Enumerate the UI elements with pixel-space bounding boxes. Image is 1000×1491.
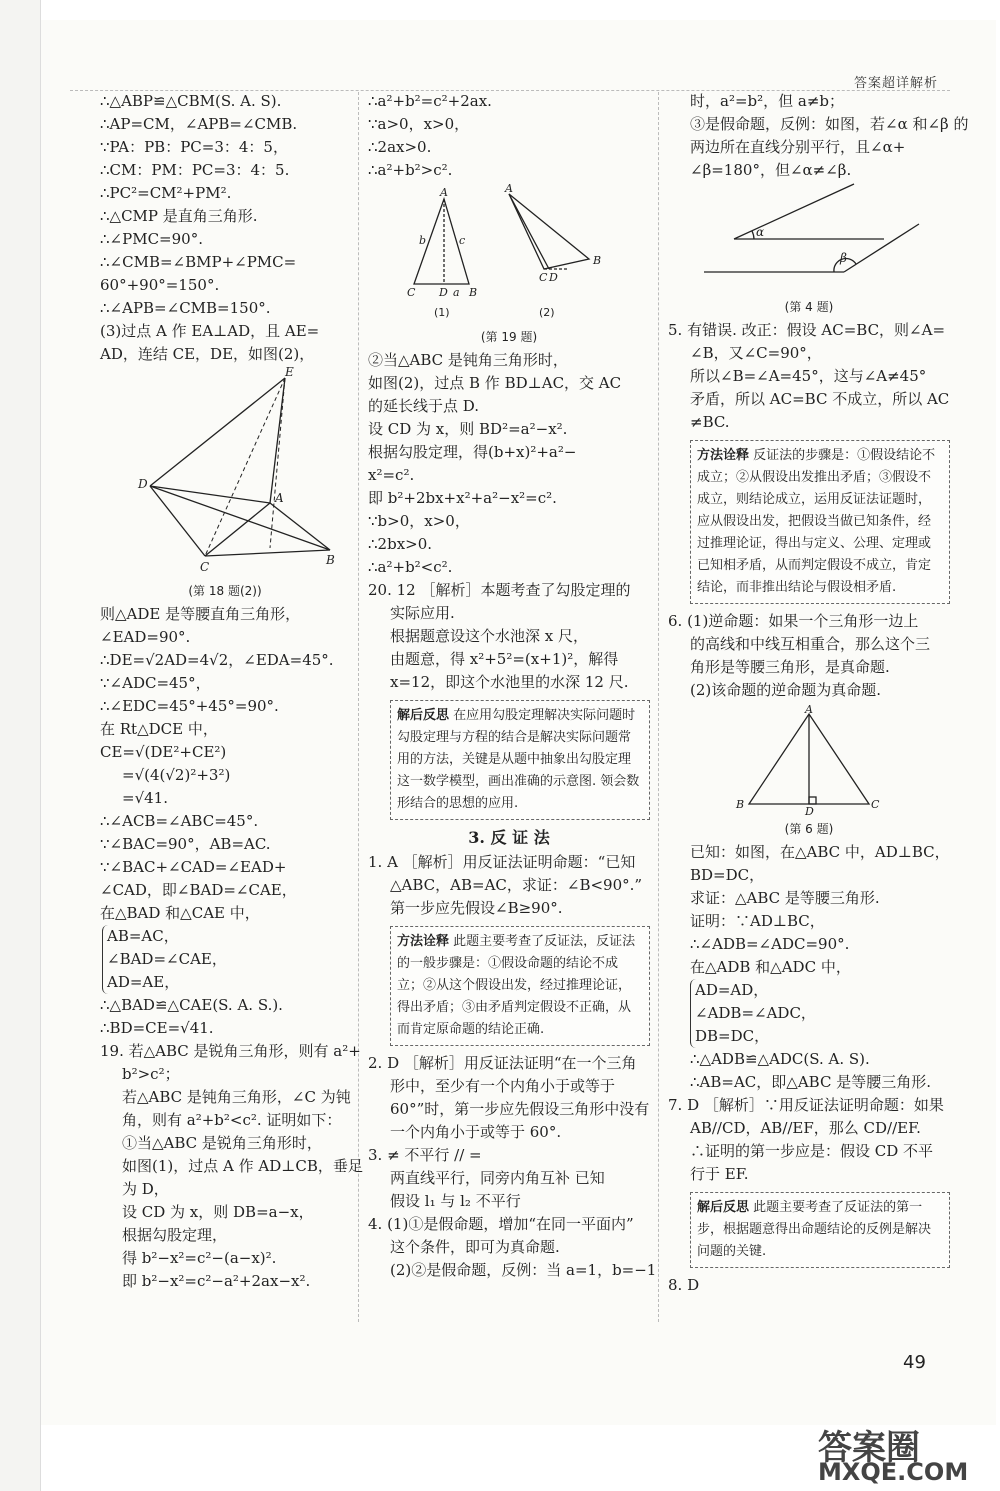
side-label: b <box>419 234 427 247</box>
text-line: 60°+90°=150°. <box>100 276 220 294</box>
text-line: 已知：如图，在△ABC 中，AD⊥BC， <box>690 843 950 861</box>
question-1 <box>368 851 650 920</box>
text-line: 行于 EF. <box>690 1165 749 1183</box>
text-line: ≠BC. <box>690 413 730 431</box>
text-line: ∴AP=CM，∠APB=∠CMB. <box>100 115 298 133</box>
text-line: 若△ABC 是钝角三角形，∠C 为钝 <box>122 1088 351 1106</box>
point-label: C <box>200 560 210 574</box>
figure-18-2 <box>120 365 335 578</box>
text-line: ∴∠ADB=∠ADC=90°. <box>690 935 850 953</box>
text-line: 所以∠B=∠A=45°，这与∠A≠45° <box>690 367 927 385</box>
subfigure-label: (1) <box>434 306 450 319</box>
text-line: ∴∠EDC=45°+45°=90°. <box>100 697 279 715</box>
text-line: 则△ADE 是等腰直角三角形， <box>100 605 301 623</box>
text-line: AD=AD， <box>695 981 769 999</box>
text-line: (2)该命题的逆命题为真命题. <box>690 681 882 699</box>
box-text: 此题主要考查了反证法的第一步，根据题意得出命题结论的反例是解决问题的关键. <box>697 1200 932 1259</box>
text-line: ∴DE=√2AD=4√2，∠EDA=45°. <box>100 651 334 669</box>
text-line: 的延长线于点 D. <box>368 397 480 415</box>
text-line: ∵∠BAC+∠CAD=∠EAD+ <box>100 858 287 876</box>
point-label: C <box>871 798 880 811</box>
side-label: c <box>459 234 466 247</box>
text-line: 5. 有错误. 改正：假设 AC=BC，则∠A= <box>668 321 946 339</box>
text-line: b²>c²； <box>122 1065 180 1083</box>
text-line: AD=AE， <box>107 973 180 991</box>
subfigure-label: (2) <box>539 306 555 319</box>
text-line: 两边所在直线分别平行，且∠α+ <box>690 138 906 156</box>
angle-label: β <box>840 251 847 265</box>
text-line: ∴△CMP 是直角三角形. <box>100 207 258 225</box>
text-line: ∵PA：PB：PC=3：4：5， <box>100 138 288 156</box>
question-20 <box>368 579 650 694</box>
question-19 <box>100 1040 363 1293</box>
text-line: =√(4(√2)²+3²) <box>122 766 231 784</box>
watermark-url: MXQE.COM <box>818 1458 969 1486</box>
point-label: C <box>539 271 548 284</box>
point-label: E <box>285 365 294 379</box>
text-line: ∴证明的第一步应是：假设 CD 不平 <box>690 1142 934 1160</box>
text-line: ∴CM：PM：PC=3：4：5. <box>100 161 290 179</box>
text-line: ∴BD=CE=√41. <box>100 1019 214 1037</box>
question-2 <box>368 1052 650 1144</box>
text-line: AB//CD，AB//EF，那么 CD//EF. <box>690 1119 921 1137</box>
point-label: B <box>326 553 335 567</box>
equation-system <box>690 979 816 1048</box>
side-label: a <box>453 286 460 299</box>
text-line: (2)②是假命题，反例：当 a=1，b=−1 <box>390 1261 657 1279</box>
figure-6 <box>734 704 884 816</box>
question-8: 8. D <box>668 1276 700 1294</box>
text-line: 假设 l₁ 与 l₂ 不平行 <box>390 1192 521 1210</box>
text-line: 即 b²+2bx+x²+a²−x²=c². <box>368 489 557 507</box>
solution-lines <box>100 994 350 1040</box>
column-right <box>668 90 969 1297</box>
watermark-logo: 答案圈 <box>818 1428 920 1468</box>
text-line: 7. D ［解析］∵用反证法证明命题：如果 <box>668 1096 944 1114</box>
text-line: 形中，至少有一个内角小于或等于 <box>390 1077 616 1095</box>
reflection-box <box>690 1192 950 1268</box>
text-line: ∠ADB=∠ADC， <box>695 1004 816 1022</box>
proof-lines <box>668 841 950 979</box>
text-line: ∴PC²=CM²+PM². <box>100 184 232 202</box>
text-line: 根据勾股定理， <box>122 1226 228 1244</box>
question-4 <box>368 1213 657 1282</box>
text-line: ∵∠ADC=45°， <box>100 674 211 692</box>
text-line: 6. (1)逆命题：如果一个三角形一边上 <box>668 612 919 630</box>
text-line: DB=DC， <box>695 1027 770 1045</box>
column-left <box>100 90 363 1293</box>
text-line: 两直线平行，同旁内角互补 已知 <box>390 1169 605 1187</box>
text-line: ∴∠ACB=∠ABC=45°. <box>100 812 259 830</box>
text-line: 求证：△ABC 是等腰三角形. <box>690 889 880 907</box>
text-line: 即 b²−x²=c²−a²+2ax−x². <box>122 1272 311 1290</box>
text-line: 一个内角小于或等于 60°. <box>390 1123 562 1141</box>
text-line: ∴a²+b²<c². <box>368 558 453 576</box>
figure-caption: (第 4 题) <box>784 300 834 314</box>
point-label: B <box>593 254 602 267</box>
point-label: D <box>549 271 558 284</box>
question-3 <box>368 1144 650 1213</box>
text-line: ∵b>0，x>0， <box>368 512 470 530</box>
figure-caption: (第 19 题) <box>480 330 538 344</box>
text-line: ∴∠PMC=90°. <box>100 230 203 248</box>
question-5 <box>668 319 950 434</box>
text-line: ∠EAD=90°. <box>100 628 191 646</box>
text-line: x=12，即这个水池里的水深 12 尺. <box>390 673 629 691</box>
text-line: 得 b²−x²=c²−(a−x)². <box>122 1249 277 1267</box>
text-line: 1. A ［解析］用反证法证明命题：“已知 <box>368 853 636 871</box>
text-line: ∴△BAD≌△CAE(S. A. S.). <box>100 996 283 1014</box>
solution-lines <box>100 90 350 366</box>
point-label: C <box>407 286 416 299</box>
column-divider <box>358 92 359 1322</box>
figure-caption: (第 6 题) <box>784 822 834 836</box>
box-text: 反证法的步骤是：①假设结论不成立；②从假设出发推出矛盾；③假设不成立，则结论成立，运用反证法证题时，应从假设出发，把假设当做已知条件，经过推理论证，得出与定义、公理、定理或已知相矛盾，从而判定假设不成立，肯定结论，而非推出结论与假设相矛盾. <box>697 448 936 595</box>
text-line: CE=√(DE²+CE²) <box>100 743 227 761</box>
figure-caption: (第 18 题(2)) <box>188 584 262 598</box>
box-title: 方法诠释 <box>397 934 450 949</box>
text-line: 实际应用. <box>390 604 455 622</box>
page-header <box>70 74 950 91</box>
text-line: AD，连结 CE，DE，如图(2)， <box>100 345 315 363</box>
header-title: 答案超详解析 <box>853 76 938 91</box>
text-line: ②当△ABC 是钝角三角形时， <box>368 351 568 369</box>
text-line: ∠β=180°，但∠α≠∠β. <box>690 161 852 179</box>
solution-lines <box>368 90 650 182</box>
point-label: B <box>736 798 745 811</box>
angle-label: α <box>756 225 765 239</box>
question-6 <box>668 610 950 702</box>
method-box <box>390 926 650 1046</box>
box-text: 在应用勾股定理解决实际问题时勾股定理与方程的结合是解决实际问题常用的方法，关键是从题中抽象出勾股定理这一数学模型，画出准确的示意图. 领会数形结合的思想的应用. <box>397 708 640 811</box>
method-box <box>690 440 950 604</box>
text-line: ∴△ADB≌△ADC(S. A. S). <box>690 1050 870 1068</box>
text-line: 19. 若△ABC 是锐角三角形，则有 a²+ <box>100 1042 361 1060</box>
text-line: ∠B，又∠C=90°， <box>690 344 822 362</box>
text-line: ∠BAD=∠CAE， <box>107 950 227 968</box>
page-binding <box>0 0 41 1491</box>
reflection-box <box>390 700 650 820</box>
text-line: =√41. <box>122 789 168 807</box>
figure-19 <box>399 184 619 324</box>
box-text: 此题主要考查了反证法，反证法的一般步骤是：①假设命题的结论不成立；②从这个假设出发，经过推理论证，得出矛盾；③由矛盾判定假设不正确，从而肯定原命题的结论正确. <box>397 934 636 1037</box>
text-line: △ABC，AB=AC，求证：∠B<90°.” <box>390 876 643 894</box>
text-line: ∠CAD，即∠BAD=∠CAE， <box>100 881 297 899</box>
text-line: 在 Rt△DCE 中， <box>100 720 218 738</box>
text-line: 的高线和中线互相重合，那么这个三 <box>690 635 931 653</box>
page-number: 49 <box>903 1352 926 1373</box>
text-line: 由题意，得 x²+5²=(x+1)²，解得 <box>390 650 619 668</box>
text-line: 这个条件，即可为真命题. <box>390 1238 560 1256</box>
text-line: 20. 12 ［解析］本题考查了勾股定理的 <box>368 581 631 599</box>
point-label: D <box>439 286 448 299</box>
equation-system <box>102 925 227 994</box>
text-line: ∵∠BAC=90°，AB=AC. <box>100 835 271 853</box>
section-title: 3. 反 证 法 <box>468 828 550 847</box>
text-line: 在△ADB 和△ADC 中， <box>690 958 851 976</box>
text-line: 如图(1)，过点 A 作 AD⊥CB，垂足 <box>122 1157 363 1175</box>
box-title: 方法诠释 <box>697 448 750 463</box>
text-line: ∴∠CMB=∠BMP+∠PMC= <box>100 253 297 271</box>
text-line: 3. ≠ 不平行 // = <box>368 1146 482 1164</box>
solution-lines <box>100 603 350 925</box>
proof-lines <box>668 1048 950 1094</box>
text-line: ①当△ABC 是锐角三角形时， <box>122 1134 322 1152</box>
text-line: 如图(2)，过点 B 作 BD⊥AC，交 AC <box>368 374 622 392</box>
point-label: D <box>805 805 814 818</box>
text-line: ∴a²+b²>c². <box>368 161 453 179</box>
text-line: ∴a²+b²=c²+2ax. <box>368 92 492 110</box>
text-line: ∴2bx>0. <box>368 535 433 553</box>
text-line: 证明：∵AD⊥BC， <box>690 912 825 930</box>
solution-lines <box>668 90 969 182</box>
point-label: D <box>138 477 148 491</box>
text-line: (3)过点 A 作 EA⊥AD，且 AE= <box>100 322 320 340</box>
text-line: 设 CD 为 x，则 BD²=a²−x². <box>368 420 568 438</box>
text-line: 矛盾，所以 AC=BC 不成立，所以 AC <box>690 390 950 408</box>
text-line: 为 D， <box>122 1180 169 1198</box>
text-line: AB=AC， <box>107 927 179 945</box>
text-line: 根据勾股定理，得(b+x)²+a²− <box>368 443 577 461</box>
column-divider <box>658 92 659 1322</box>
text-line: 2. D ［解析］用反证法证明“在一个三角 <box>368 1054 637 1072</box>
column-middle <box>368 90 657 1282</box>
text-line: BD=DC， <box>690 866 765 884</box>
solution-lines <box>368 349 650 579</box>
text-line: 角形是等腰三角形，是真命题. <box>690 658 890 676</box>
text-line: 60°”时，第一步应先假设三角形中没有 <box>390 1100 650 1118</box>
text-line: 根据题意设这个水池深 x 尺， <box>390 627 588 645</box>
point-label: A <box>275 491 284 505</box>
text-line: ∴△ABP≌△CBM(S. A. S). <box>100 92 282 110</box>
text-line: 时，a²=b²，但 a≠b； <box>690 92 845 110</box>
question-7 <box>668 1094 950 1186</box>
point-label: A <box>440 186 448 199</box>
text-line: 设 CD 为 x，则 DB=a−x， <box>122 1203 314 1221</box>
text-line: ∴2ax>0. <box>368 138 432 156</box>
point-label: A <box>805 703 813 716</box>
text-line: 4. (1)①是假命题，增加“在同一平面内” <box>368 1215 634 1233</box>
text-line: 角，则有 a²+b²<c². 证明如下： <box>122 1111 342 1129</box>
figure-4 <box>694 184 924 294</box>
text-line: x²=c². <box>368 466 415 484</box>
text-line: ∴AB=AC，即△ABC 是等腰三角形. <box>690 1073 931 1091</box>
point-label: B <box>469 286 478 299</box>
box-title: 解后反思 <box>697 1200 750 1215</box>
text-line: ∵a>0，x>0， <box>368 115 470 133</box>
text-line: 第一步应先假设∠B≥90°. <box>390 899 563 917</box>
point-label: A <box>505 182 513 195</box>
text-line: 在△BAD 和△CAE 中， <box>100 904 260 922</box>
text-line: ∴∠APB=∠CMB=150°. <box>100 299 271 317</box>
text-line: ③是假命题，反例：如图，若∠α 和∠β 的 <box>690 115 969 133</box>
box-title: 解后反思 <box>397 708 450 723</box>
